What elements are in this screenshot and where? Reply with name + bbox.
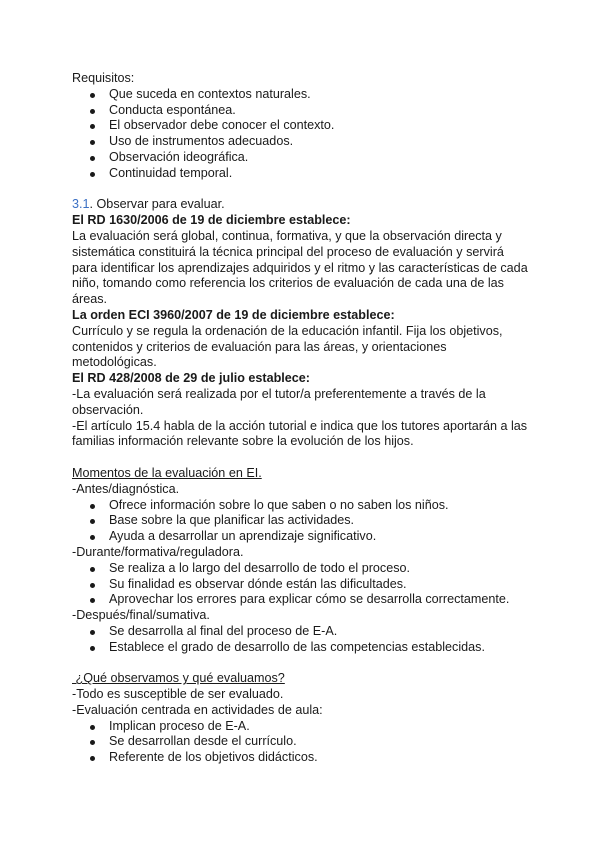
section-number: 3.1 bbox=[72, 197, 90, 212]
spacer bbox=[72, 450, 532, 466]
spacer bbox=[72, 655, 532, 671]
que-observamos-line1: -Todo es susceptible de ser evaluado. bbox=[72, 687, 284, 702]
antes-list bbox=[72, 498, 532, 545]
list-item: Uso de instrumentos adecuados. bbox=[72, 134, 532, 150]
durante-list bbox=[72, 561, 532, 608]
momentos-title: Momentos de la evaluación en EI. bbox=[72, 465, 262, 480]
list-item: Establece el grado de desarrollo de las competencias establecidas. bbox=[72, 640, 532, 656]
rd428-heading: El RD 428/2008 de 29 de julio establece: bbox=[72, 371, 310, 386]
list-item: Ofrece información sobre lo que saben o no saben los niños. bbox=[72, 498, 532, 514]
list-item: Continuidad temporal. bbox=[72, 166, 532, 182]
list-item: Base sobre la que planificar las actividades. bbox=[72, 513, 532, 529]
rd1630-text: La evaluación será global, continua, formativa, y que la observación directa y sistemática constituirá la técnica principal del proceso de evaluación y servirá para identificar los aprendizajes adquiridos y el ritmo y las características de cada niño, tomando como referencia los criterios de evaluación de cada una de las áreas. bbox=[72, 228, 528, 307]
rd428-line1: -La evaluación será realizada por el tutor/a preferentemente a través de la observación. bbox=[72, 386, 486, 417]
section-3-1-title bbox=[72, 197, 532, 213]
durante-label: -Durante/formativa/reguladora. bbox=[72, 544, 244, 559]
que-observamos-line2: -Evaluación centrada en actividades de aula: bbox=[72, 702, 323, 717]
list-item: Implican proceso de E-A. bbox=[72, 719, 532, 735]
list-item: Se realiza a lo largo del desarrollo de todo el proceso. bbox=[72, 561, 532, 577]
list-item: Aprovechar los errores para explicar cómo se desarrolla correctamente. bbox=[72, 592, 532, 608]
requisitos-list bbox=[72, 87, 532, 182]
list-item: Se desarrollan desde el currículo. bbox=[72, 734, 532, 750]
list-item: Su finalidad es observar dónde están las dificultades. bbox=[72, 577, 532, 593]
antes-label: -Antes/diagnóstica. bbox=[72, 481, 180, 496]
que-observamos-list bbox=[72, 719, 532, 766]
rd428-line2: -El artículo 15.4 habla de la acción tutorial e indica que los tutores aportarán a las familias información relevante sobre la evolución de los hijos. bbox=[72, 418, 528, 449]
despues-list bbox=[72, 624, 532, 656]
spacer bbox=[72, 182, 532, 198]
list-item: Observación ideográfica. bbox=[72, 150, 532, 166]
document-body bbox=[72, 71, 532, 766]
requisitos-title: Requisitos: bbox=[72, 71, 135, 85]
section-title-text: . Observar para evaluar. bbox=[89, 197, 225, 212]
eci3960-heading: La orden ECI 3960/2007 de 19 de diciembre establece: bbox=[72, 307, 395, 322]
que-observamos-title: ¿Qué observamos y qué evaluamos? bbox=[72, 671, 285, 686]
list-item: Ayuda a desarrollar un aprendizaje significativo. bbox=[72, 529, 532, 545]
rd1630-heading: El RD 1630/2006 de 19 de diciembre establece: bbox=[72, 213, 351, 228]
list-item: El observador debe conocer el contexto. bbox=[72, 118, 532, 134]
list-item: Se desarrolla al final del proceso de E-A. bbox=[72, 624, 532, 640]
despues-label: -Después/final/sumativa. bbox=[72, 608, 210, 623]
eci3960-text: Currículo y se regula la ordenación de la educación infantil. Fija los objetivos, contenidos y criterios de evaluación para las áreas, y orientaciones metodológicas. bbox=[72, 323, 503, 370]
list-item: Referente de los objetivos didácticos. bbox=[72, 750, 532, 766]
list-item: Conducta espontánea. bbox=[72, 103, 532, 119]
list-item: Que suceda en contextos naturales. bbox=[72, 87, 532, 103]
